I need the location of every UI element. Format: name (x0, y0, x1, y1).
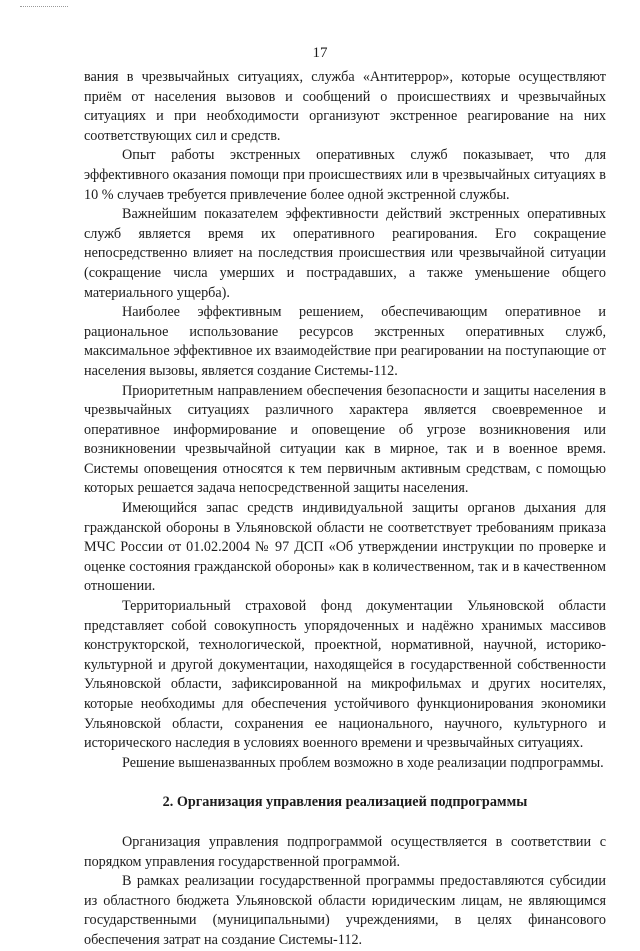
paragraph: Опыт работы экстренных оперативных служб показывает, что для эффективного оказания помощи при происшествиях или в чрезвычайных ситуациях в 10 % случаев требуется привлечение более одной экстренной службы. (84, 147, 606, 203)
paragraph: Организация управления подпрограммой осуществляется в соответствии с порядком управления государственной программой. (84, 833, 606, 870)
scan-artifact (20, 6, 68, 8)
document-body (84, 68, 606, 951)
page-number: 17 (312, 45, 328, 61)
paragraph: Приоритетным направлением обеспечения безопасности и защиты населения в чрезвычайных ситуациях различного характера является своевременное и оперативное информирование и оповещение об угрозе возникновения или возникновении чрезвычайной ситуации как в мирное, так и в военное время. Системы оповещения относятся к тем первичным активным средствам, с помощью которых решается задача непосредственной защиты населения. (84, 382, 606, 497)
paragraph: Важнейшим показателем эффективности действий экстренных оперативных служб является время их оперативного реагирования. Его сокращение непосредственно влияет на последствия происшествия или чрезвычайной ситуации (сокращение числа умерших и пострадавших, а также уменьшение общего материального ущерба). (84, 206, 606, 301)
paragraph: вания в чрезвычайных ситуациях, служба «Антитеррор», которые осуществляют приём от населения вызовов и сообщений о происшествиях и чрезвычайных ситуациях и при необходимости организуют экстренное реагирование на них соответствующих сил и средств. (84, 69, 606, 144)
paragraph: Наиболее эффективным решением, обеспечивающим оперативное и рациональное использование ресурсов экстренных оперативных служб, максимальное эффективное их взаимодействие при реагировании на поступающие от населения вызовы, является создание Системы-112. (84, 304, 606, 379)
paragraph: Решение вышеназванных проблем возможно в ходе реализации подпрограммы. (122, 754, 604, 771)
paragraph: В рамках реализации государственной программы предоставляются субсидии из областного бюджета Ульяновской области юридическим лицам, не являющимся государственными (муниципальными) учреждениями, в целях финансового обеспечения затрат на создание Системы-112. (84, 873, 606, 948)
section-heading: 2. Организация управления реализацией подпрограммы (162, 794, 528, 811)
paragraph: Имеющийся запас средств индивидуальной защиты органов дыхания для гражданской обороны в Ульяновской области не соответствует требованиям приказа МЧС России от 01.02.2004 № 97 ДСП «Об утверждении инструкции по проверке и оценке состояния гражданской обороны» как в количественном, так и в качественном отношении. (84, 500, 606, 595)
paragraph: Территориальный страховой фонд документации Ульяновской области представляет собой совокупность упорядоченных и надёжно хранимых массивов конструкторской, технологической, проектной, нормативной, научной, историко-культурной и другой документации, находящейся в государственной собственности Ульяновской области, зафиксированной на микрофильмах и других носителях, которые необходимы для обеспечения устойчивого функционирования экономики Ульяновской области, сохранения ее национального, научного, культурного и исторического наследия в условиях военного времени и чрезвычайных ситуациях. (84, 598, 606, 752)
